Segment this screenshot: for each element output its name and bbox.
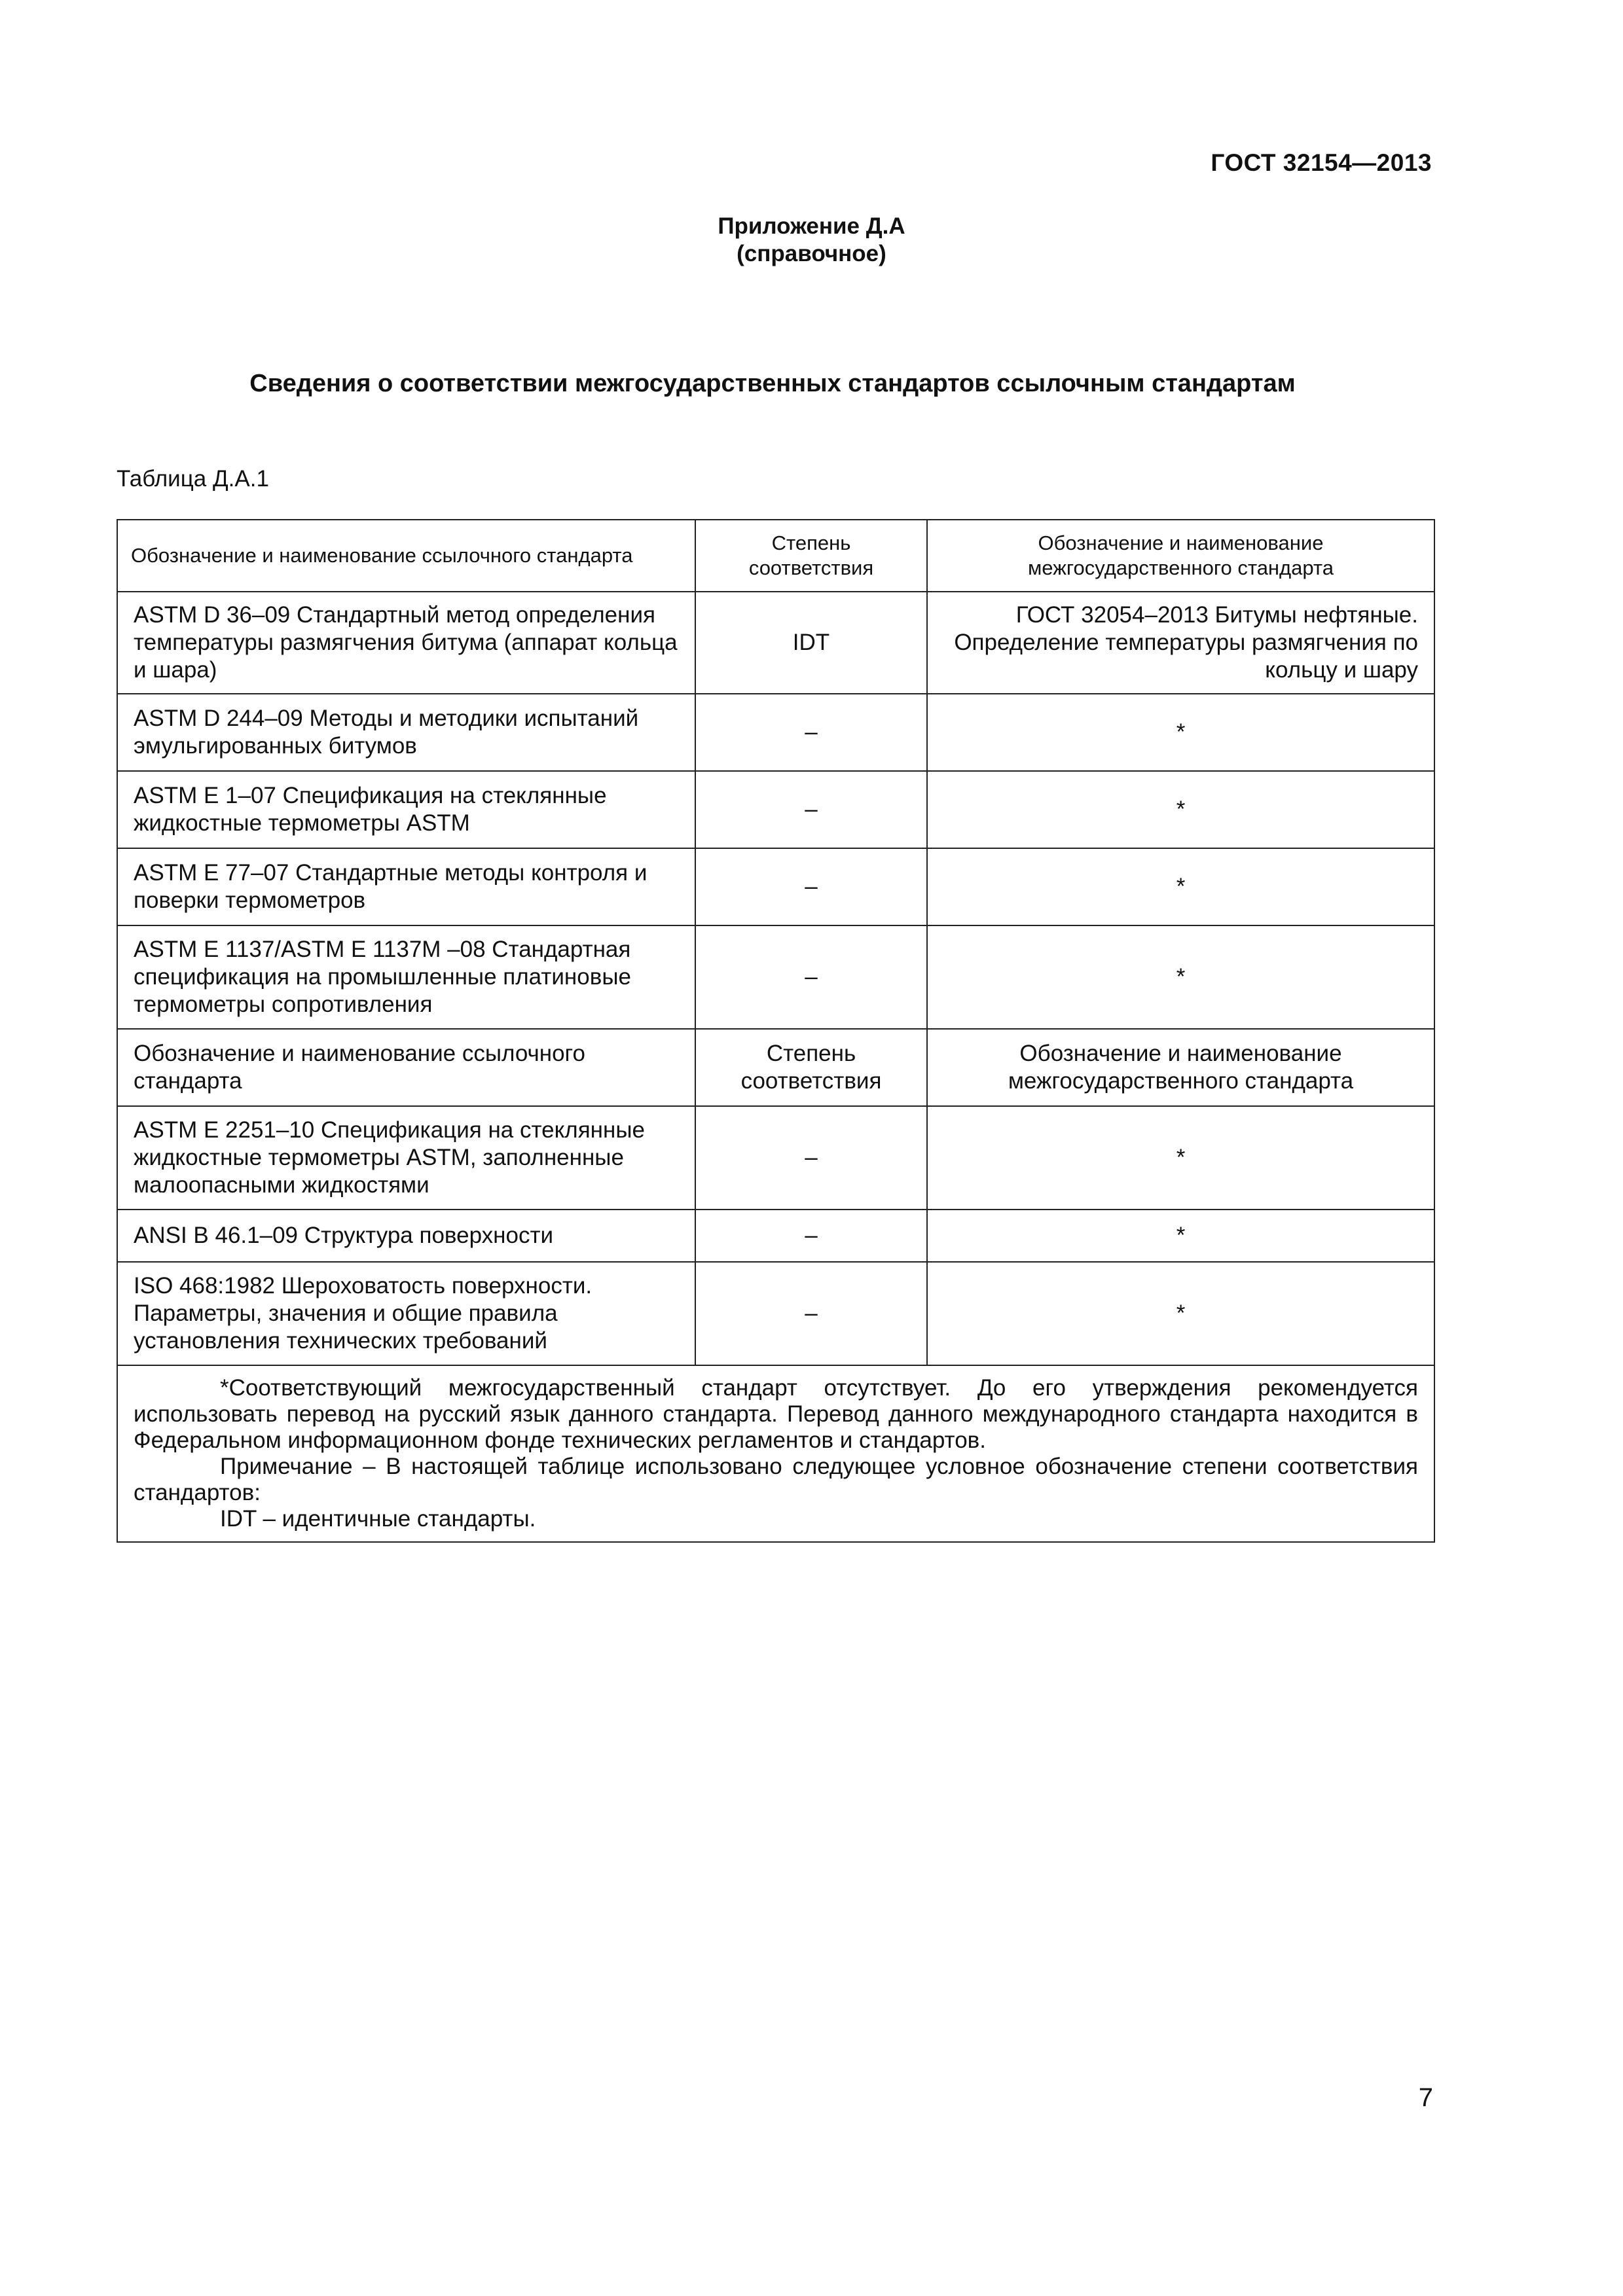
- cell-interstate: *: [927, 1262, 1434, 1365]
- footnote-idt: IDT – идентичные стандарты.: [220, 1506, 536, 1532]
- cell-degree: IDT: [695, 592, 927, 694]
- table-row: [117, 1210, 1434, 1262]
- table-label: Таблица Д.А.1: [117, 466, 269, 492]
- repeated-header-row: [117, 1029, 1434, 1106]
- cell-reference: ASTM E 77–07 Стандартные методы контроля и поверки термометров: [117, 848, 695, 925]
- cell-interstate: ГОСТ 32054–2013 Битумы нефтяные. Определение температуры размягчения по кольцу и шару: [927, 592, 1434, 694]
- appendix-heading: [0, 213, 1623, 268]
- header-interstate-standard: Обозначение и наименование межгосударственного стандарта: [927, 520, 1434, 592]
- cell-reference: ANSI B 46.1–09 Структура поверхности: [117, 1210, 695, 1262]
- table-row: [117, 925, 1434, 1029]
- cell-interstate: *: [927, 694, 1434, 771]
- footnote-star-note: *Соответствующий межгосударственный стандарт отсутствует. До его утверждения рекомендуется использовать перевод на русский язык данного стандарта. Перевод данного международного стандарта находится в Федеральном информационном фонде технических регламентов и стандартов.: [134, 1375, 1418, 1453]
- cell-reference: ASTM E 1–07 Спецификация на стеклянные жидкостные термометры ASTM: [117, 771, 695, 848]
- cell-reference: ASTM E 1137/ASTM E 1137M –08 Стандартная спецификация на промышленные платиновые термометры сопротивления: [117, 925, 695, 1029]
- cell-interstate: *: [927, 1210, 1434, 1262]
- cell-degree: –: [695, 848, 927, 925]
- footnote-remark: Примечание – В настоящей таблице использовано следующее условное обозначение степени соответствия стандартов:: [134, 1454, 1418, 1505]
- cell-degree: –: [695, 1106, 927, 1210]
- table-row: [117, 592, 1434, 694]
- table-header-row: [117, 520, 1434, 592]
- document-code: ГОСТ 32154—2013: [1211, 149, 1432, 176]
- page-title: Сведения о соответствии межгосударственных стандартов ссылочным стандартам: [249, 370, 1296, 397]
- cell-interstate: *: [927, 771, 1434, 848]
- cell-degree: –: [695, 1262, 927, 1365]
- table-row: [117, 848, 1434, 925]
- cell-degree: Степень соответствия: [695, 1029, 927, 1106]
- footnote-row: [117, 1365, 1434, 1542]
- table-footnote: [117, 1365, 1434, 1542]
- cell-degree: –: [695, 694, 927, 771]
- cell-reference: Обозначение и наименование ссылочного стандарта: [117, 1029, 695, 1106]
- cell-reference: ASTM E 2251–10 Спецификация на стеклянные жидкостные термометры ASTM, заполненные малоопасными жидкостями: [117, 1106, 695, 1210]
- table-row: [117, 1106, 1434, 1210]
- cell-interstate: *: [927, 1106, 1434, 1210]
- cell-reference: ISO 468:1982 Шероховатость поверхности. Параметры, значения и общие правила установления технических требований: [117, 1262, 695, 1365]
- header-reference-standard: Обозначение и наименование ссылочного стандарта: [117, 520, 695, 592]
- cell-interstate: *: [927, 925, 1434, 1029]
- page-number: 7: [1418, 2083, 1433, 2112]
- header-degree: Степень соответствия: [695, 520, 927, 592]
- cell-degree: –: [695, 925, 927, 1029]
- table-row: [117, 694, 1434, 771]
- table-row: [117, 771, 1434, 848]
- cell-reference: ASTM D 244–09 Методы и методики испытаний эмульгированных битумов: [117, 694, 695, 771]
- appendix-subtitle: (справочное): [737, 241, 886, 266]
- cell-degree: –: [695, 1210, 927, 1262]
- cell-interstate: Обозначение и наименование межгосударственного стандарта: [927, 1029, 1434, 1106]
- appendix-title: Приложение Д.А: [718, 213, 905, 239]
- cell-reference: ASTM D 36–09 Стандартный метод определения температуры размягчения битума (аппарат кольца и шара): [117, 592, 695, 694]
- table-row: [117, 1262, 1434, 1365]
- cell-interstate: *: [927, 848, 1434, 925]
- standards-table: [117, 519, 1435, 1543]
- cell-degree: –: [695, 771, 927, 848]
